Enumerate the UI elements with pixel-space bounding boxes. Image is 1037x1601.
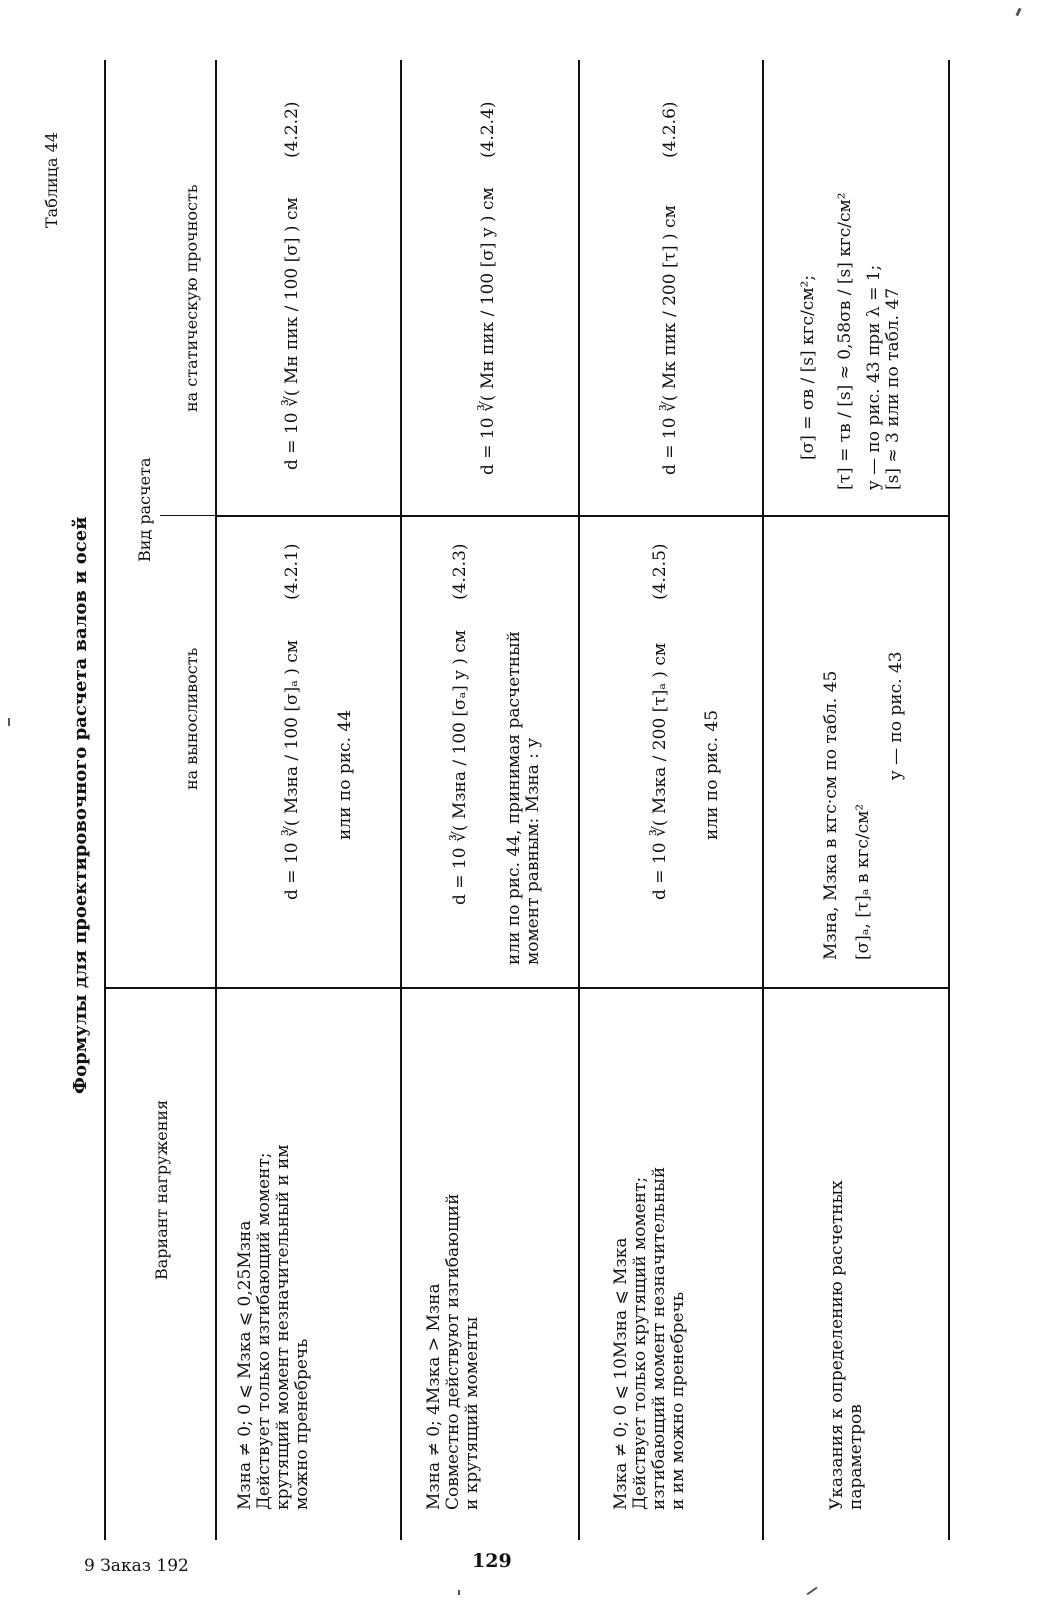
header-static: на статическую прочность <box>182 184 201 412</box>
notes-static-4: [s] ≈ 3 или по табл. 47 <box>882 287 903 490</box>
row1-static-eq: (4.2.2) <box>282 101 302 158</box>
row2-endurance-formula: d = 10 ∛( Mзна / 100 [σₐ] y ) см <box>450 630 470 905</box>
notes-endurance-3: y — по рис. 43 <box>885 651 906 780</box>
row2-desc-2: и крутящий моменты <box>462 1316 483 1510</box>
scan-speck <box>807 1587 818 1596</box>
header-sep-calctype <box>160 515 216 516</box>
row3-desc-3: и им можно пренебречь <box>668 1291 689 1510</box>
row1-condition-text: Mзна ≠ 0; 0 ⩽ Mзка ⩽ 0,25Mзна <box>235 1220 255 1510</box>
row1-endurance-formula: d = 10 ∛( Mзна / 100 [σ]ₐ ) см <box>282 640 302 900</box>
row2-endurance-note-1: или по рис. 44, принимая расчетный <box>504 631 524 965</box>
row2-static-eq: (4.2.4) <box>478 101 498 158</box>
row1-endurance-note: или по рис. 44 <box>335 709 355 840</box>
notes-endurance-1: Mзна, Mзка в кгс·см по табл. 45 <box>821 670 841 960</box>
notes-endurance <box>815 651 912 960</box>
table-rule-row1 <box>400 60 402 1540</box>
notes-label-1: Указания к определению расчетных <box>827 1180 847 1510</box>
notes-label <box>828 1180 866 1510</box>
row3-endurance-eq: (4.2.5) <box>650 543 670 600</box>
row2-static-formula: d = 10 ∛( Mн пик / 100 [σ] y ) см <box>478 187 498 475</box>
page-number: 129 <box>472 1550 512 1572</box>
row1-endurance-eq: (4.2.1) <box>282 543 302 600</box>
scan-speck <box>458 1590 460 1595</box>
table-title: Формулы для проектировочного расчета валов и осей <box>70 516 91 1094</box>
table-label: Таблица 44 <box>42 132 61 228</box>
row3-desc-2: изгибающий момент незначительный <box>649 1166 670 1510</box>
header-variant: Вариант нагружения <box>152 1099 171 1280</box>
row3-endurance-note: или по рис. 45 <box>702 709 722 840</box>
notes-static-3: y — по рис. 43 при λ = 1; <box>863 264 884 490</box>
row2-endurance-note-2: момент равным: Mзна : y <box>523 738 544 965</box>
row1-static-formula: d = 10 ∛( Mн пик / 100 [σ] ) см <box>282 197 302 470</box>
row3-desc-1: Действует только крутящий момент; <box>630 1176 651 1510</box>
table-rule-header <box>215 60 217 1540</box>
scan-speck <box>1015 8 1021 17</box>
row2-condition <box>425 1194 482 1510</box>
row2-endurance-note <box>505 631 543 965</box>
row2-endurance-eq: (4.2.3) <box>450 543 470 600</box>
row1-desc-1: Действует только изгибающий момент; <box>254 1152 275 1510</box>
row2-desc-1: Совместно действуют изгибающий <box>443 1193 464 1510</box>
col-sep-calc <box>215 515 950 517</box>
notes-static-2: [τ] = τв / [s] ≈ 0,58σв / [s] кгс/см² <box>835 192 856 490</box>
table-rule-right <box>948 60 950 1540</box>
footer-order: 9 Заказ 192 <box>84 1556 189 1576</box>
row1-desc-3: можно пренебречь <box>292 1338 313 1510</box>
scan-speck <box>8 718 10 726</box>
row2-condition-text: Mзна ≠ 0; 4Mзка > Mзна <box>424 1283 444 1510</box>
row1-desc-2: крутящий момент незначительный и им <box>273 1144 294 1510</box>
notes-static <box>790 192 903 490</box>
header-endurance: на выносливость <box>182 647 201 790</box>
row3-static-eq: (4.2.6) <box>660 101 680 158</box>
col-sep-variant <box>104 987 950 989</box>
table-rule-row2 <box>578 60 580 1540</box>
row3-static-formula: d = 10 ∛( Mк пик / 200 [τ] ) см <box>660 205 680 475</box>
header-calc-type: Вид расчета <box>135 457 154 562</box>
notes-endurance-2: [σ]ₐ, [τ]ₐ в кгс/см² <box>853 803 874 960</box>
row3-condition <box>612 1167 688 1510</box>
notes-static-1: [σ] = σв / [s] кгс/см²; <box>798 274 818 460</box>
row3-endurance-formula: d = 10 ∛( Mзка / 200 [τ]ₐ ) см <box>650 642 670 900</box>
row3-condition-text: Mзка ≠ 0; 0 ⩽ 10Mзна ⩽ Mзка <box>611 1237 631 1510</box>
notes-label-2: параметров <box>846 1404 867 1510</box>
row1-condition <box>236 1145 312 1511</box>
table-rule-left <box>104 60 106 1540</box>
table-rule-row3 <box>762 60 764 1540</box>
